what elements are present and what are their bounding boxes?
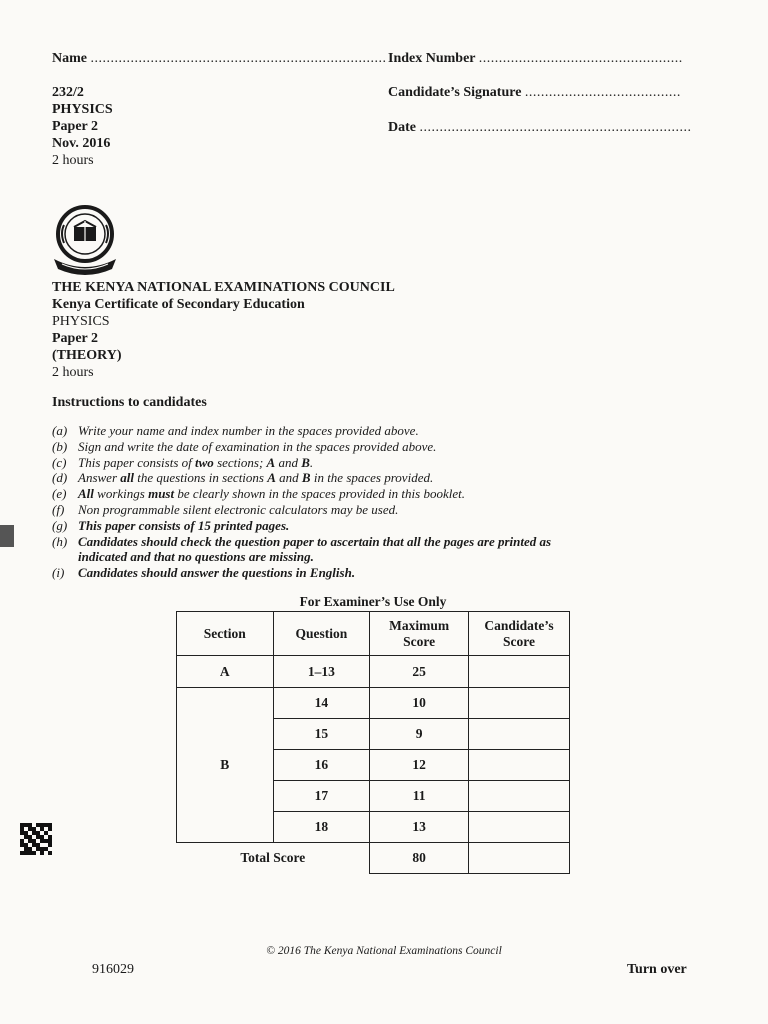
qr-code-icon	[20, 823, 52, 855]
date-dots: ....................................................................	[419, 120, 692, 135]
instruction-label: (h)	[52, 533, 68, 549]
instruction-item	[52, 565, 692, 581]
instruction-item	[52, 486, 692, 502]
question-cell: 15	[273, 719, 370, 750]
instructions-heading: Instructions to candidates	[52, 395, 207, 410]
instruction-label: (g)	[52, 517, 68, 533]
signature-field[interactable]	[388, 85, 681, 101]
instruction-label: (f)	[52, 501, 65, 517]
instruction-text: Answer all the questions in sections A and B in the spaces provided.	[78, 470, 434, 486]
header-candidate-score: Candidate’s Score	[469, 612, 570, 656]
instruction-text: Write your name and index number in the spaces provided above.	[78, 423, 419, 438]
instruction-item	[52, 502, 692, 518]
council-block	[52, 279, 395, 381]
instruction-text: This paper consists of 15 printed pages.	[78, 517, 290, 533]
instruction-item	[52, 534, 692, 566]
table-row	[177, 656, 570, 688]
instruction-label: (d)	[52, 470, 68, 486]
candidate-score-cell[interactable]	[469, 781, 570, 812]
header-maximum-score: Maximum Score	[370, 612, 469, 656]
max-score-cell: 25	[370, 656, 469, 688]
edge-mark	[0, 525, 14, 547]
instruction-text: Sign and write the date of examination in the spaces provided above.	[78, 438, 437, 454]
total-row	[177, 843, 570, 874]
instruction-text: Candidates should check the question paper to ascertain that all the pages are printed as indicated and that no questions are missing.	[78, 533, 552, 565]
signature-dots: .......................................	[524, 85, 681, 100]
name-dots: ..........................................................................	[90, 51, 387, 66]
question-cell: 16	[273, 750, 370, 781]
header-section: Section	[177, 612, 274, 656]
certificate-name: Kenya Certificate of Secondary Education	[52, 297, 305, 312]
instruction-label: (i)	[52, 565, 65, 581]
paper-serial-code: 916029	[92, 962, 134, 977]
max-score-cell: 12	[370, 750, 469, 781]
question-cell: 14	[273, 688, 370, 719]
copyright-notice: © 2016 The Kenya National Examinations Council	[266, 945, 502, 957]
instruction-item	[52, 455, 692, 471]
knec-crest-icon	[50, 203, 120, 275]
council-name: THE KENYA NATIONAL EXAMINATIONS COUNCIL	[52, 280, 395, 295]
index-number-field[interactable]	[388, 51, 683, 67]
instruction-item	[52, 518, 692, 534]
instruction-item	[52, 470, 692, 486]
council-subject: PHYSICS	[52, 314, 110, 329]
index-number-dots: ...................................................	[478, 51, 683, 66]
paper-subject: PHYSICS	[52, 102, 113, 117]
candidate-score-cell[interactable]	[469, 656, 570, 688]
paper-number: Paper 2	[52, 119, 99, 134]
date-field[interactable]	[388, 120, 692, 136]
turn-over-label: Turn over	[627, 962, 687, 977]
total-candidate-score[interactable]	[469, 843, 570, 874]
score-table	[176, 611, 570, 874]
instruction-text: Non programmable silent electronic calculators may be used.	[78, 501, 399, 517]
paper-session: Nov. 2016	[52, 136, 111, 151]
paper-duration: 2 hours	[52, 153, 94, 168]
instruction-label: (a)	[52, 423, 68, 438]
max-score-cell: 10	[370, 688, 469, 719]
council-paper-type: (THEORY)	[52, 348, 122, 363]
header-question: Question	[273, 612, 370, 656]
candidate-score-cell[interactable]	[469, 812, 570, 843]
signature-label: Candidate’s Signature	[388, 85, 522, 100]
paper-header	[52, 84, 113, 169]
instruction-label: (c)	[52, 454, 67, 470]
candidate-score-cell[interactable]	[469, 750, 570, 781]
instruction-label: (b)	[52, 438, 68, 454]
max-score-cell: 9	[370, 719, 469, 750]
name-label: Name	[52, 51, 87, 66]
council-duration: 2 hours	[52, 365, 94, 380]
instruction-text: Candidates should answer the questions in English.	[78, 565, 356, 581]
name-field[interactable]	[52, 51, 387, 67]
candidate-score-cell[interactable]	[469, 688, 570, 719]
question-cell: 1–13	[273, 656, 370, 688]
instruction-item	[52, 439, 692, 455]
instructions-list	[52, 423, 692, 581]
question-cell: 18	[273, 812, 370, 843]
council-paper: Paper 2	[52, 331, 99, 346]
date-label: Date	[388, 120, 416, 135]
paper-code: 232/2	[52, 85, 84, 100]
question-cell: 17	[273, 781, 370, 812]
instruction-item	[52, 423, 692, 439]
max-score-cell: 11	[370, 781, 469, 812]
section-cell: A	[177, 656, 274, 688]
index-number-label: Index Number	[388, 51, 476, 66]
instruction-text: All workings must be clearly shown in the spaces provided in this booklet.	[78, 486, 465, 502]
total-max-score: 80	[370, 843, 469, 874]
section-cell: B	[177, 688, 274, 843]
candidate-score-cell[interactable]	[469, 719, 570, 750]
max-score-cell: 13	[370, 812, 469, 843]
table-header-row	[177, 612, 570, 656]
table-row	[177, 688, 570, 719]
instruction-label: (e)	[52, 486, 67, 502]
instruction-text: This paper consists of two sections; A and B.	[78, 454, 314, 470]
table-caption: For Examiner’s Use Only	[299, 594, 447, 609]
total-score-label: Total Score	[177, 843, 370, 874]
